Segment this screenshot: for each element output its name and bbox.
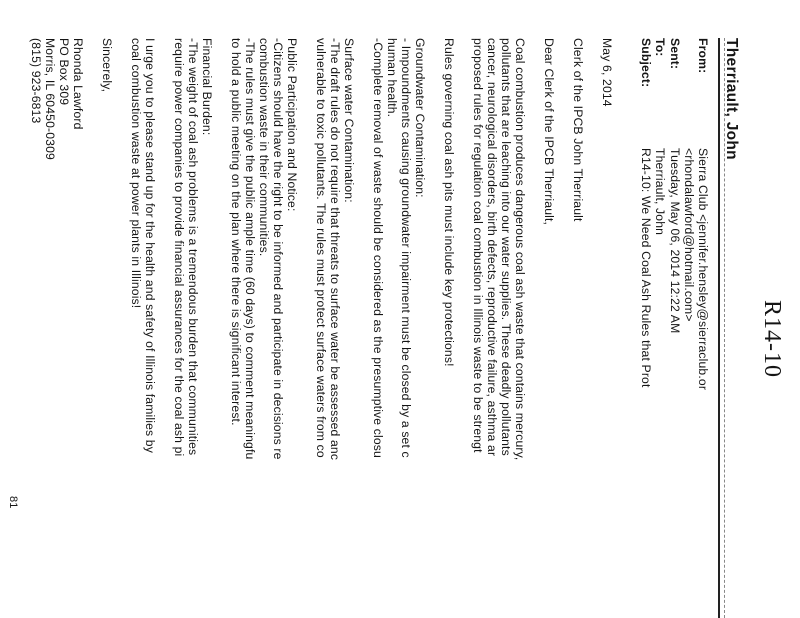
section-line: vulnerable to toxic pollutants. The rules must protect surface waters from co [314,38,328,458]
section-heading: Surface water Contamination: [342,38,356,203]
section-line: require power companies to provide financial assurances for the coal ash pi [172,38,186,457]
paragraph-line: proposed rules for regulation coal combustion in Illinois waste to be strengt [471,38,485,453]
section-heading: Groundwater Contamination: [413,38,427,198]
page-number: 81 [7,496,19,509]
from-label: From: [696,38,710,74]
sender-name: Therriault, John [723,38,740,160]
sent-value: Tuesday, May 06, 2014 12:22 AM [668,148,682,334]
paragraph-line: coal combustion waste at power plants in Illinois! [129,38,143,309]
rules-statement: Rules governing coal ash pits must include key protections! [442,38,456,367]
signer-name: Rhonda Lawford [71,38,85,130]
signer-address-line: PO Box 309 [57,38,71,106]
section-line: -Citizens should have the right to be informed and participate in decisions re [271,38,285,460]
to-label: To: [653,38,667,57]
subject-value: R14-10: We Need Coal Ash Rules that Prot [639,148,653,388]
to-value: Therriault, John [653,148,667,236]
section-line: -Complete removal of waste should be considered as the presumptive closu [371,38,385,458]
header-divider [718,38,720,618]
section-line: human health. [385,38,399,118]
from-value-email: <rhondalawford@hotmail.com> [682,148,696,322]
signer-phone: (815) 923-6813 [29,38,43,124]
valediction: Sincerely, [100,38,114,93]
paragraph-line: Coal combustion produces dangerous coal ash waste that contains mercury, [513,38,527,461]
section-heading: Financial Burden: [200,38,214,136]
paragraph-line: I urge you to please stand up for the health and safety of Illinois families by [143,38,157,453]
section-heading: Public Participation and Notice: [285,38,299,212]
letter-recipient: Clerk of the IPCB John Therriault [571,38,585,222]
section-line: -The weight of coal ash problems is a tremendous burden that communities [186,38,200,456]
case-number: R14-10 [759,300,785,378]
section-line: - Impoundments causing groundwater impairment must be closed by a set c [399,38,413,458]
letter-date: May 6, 2014 [600,38,614,107]
section-line: to hold a public meeting on the plan where there is significant interest. [229,38,243,426]
letter-salutation: Dear Clerk of the IPCB Therriault, [542,38,556,226]
subject-label: Subject: [639,38,653,88]
paragraph-line: cancer, neurological disorders, birth defects, reproductive failure, asthma ar [485,38,499,457]
paragraph-line: pollutants that are leaching into our water supplies. These deadly pollutants [499,38,513,456]
sent-label: Sent: [668,38,682,70]
header-divider-faint [724,38,725,618]
section-line: combustion waste in their communities. [257,38,271,257]
section-line: -The rules must give the public ample time (60 days) to comment meaningfu [243,38,257,460]
section-line: -The draft rules do not require that threats to surface water be assessed anc [328,38,342,461]
signer-address-line: Morris, IL 60450-0309 [43,38,57,160]
from-value: Sierra Club <jennifer.hensley@sierraclub.or [696,148,710,391]
